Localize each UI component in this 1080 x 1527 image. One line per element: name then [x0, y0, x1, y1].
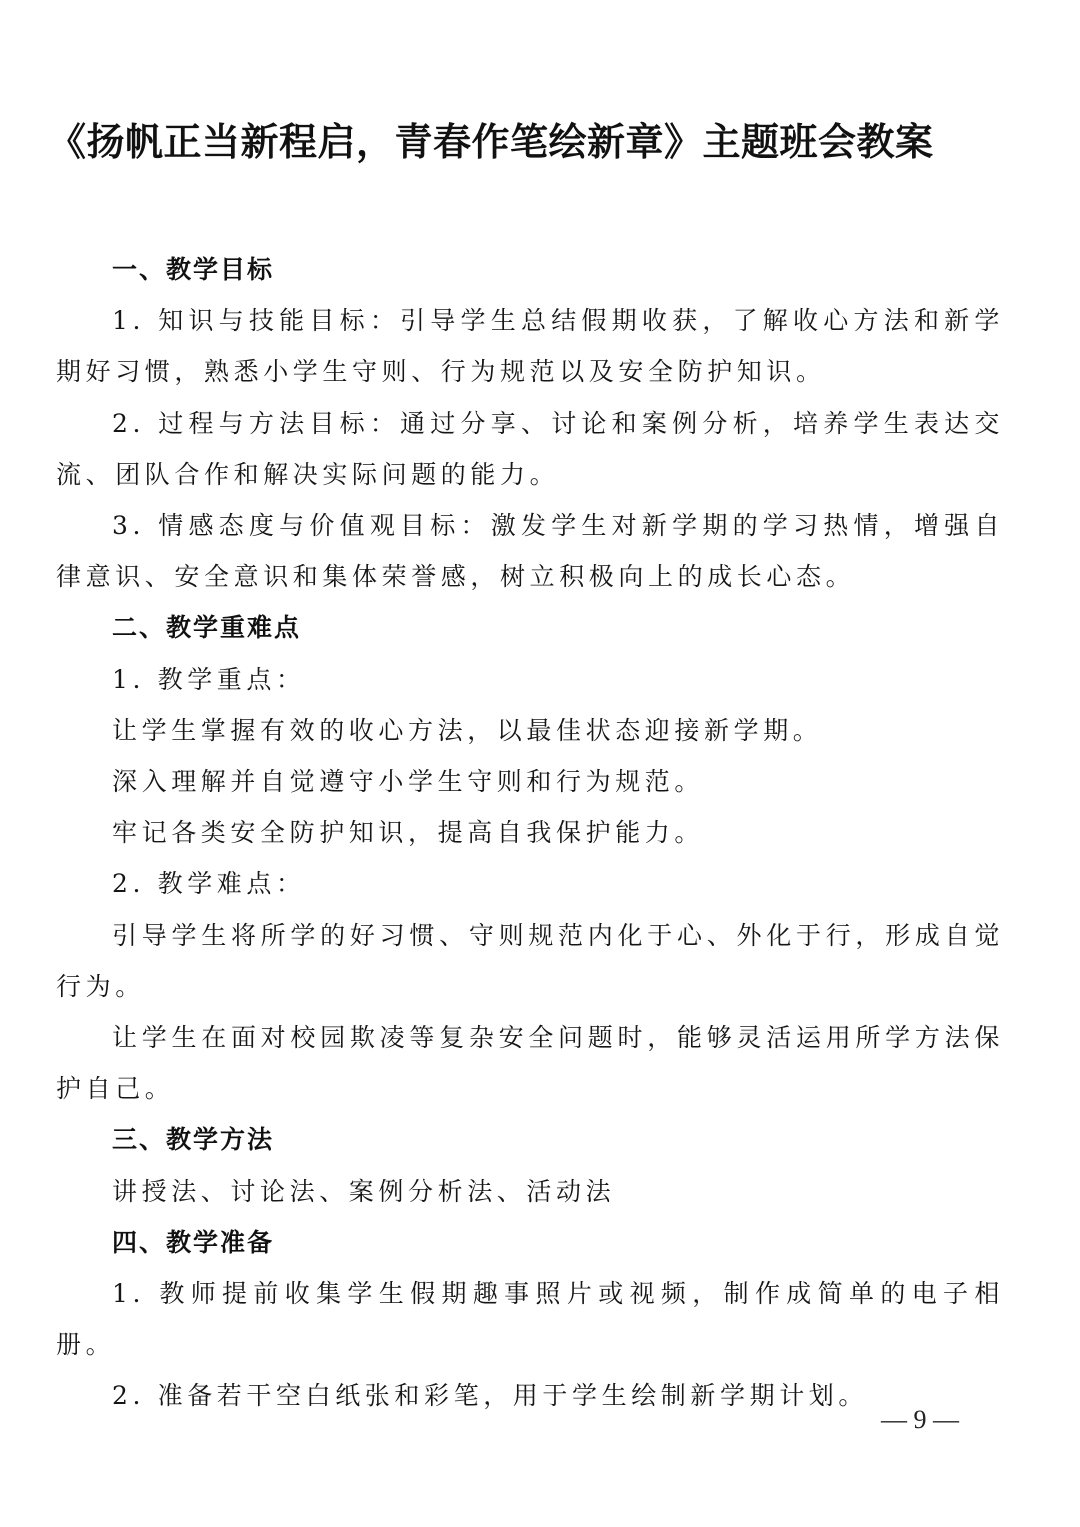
paragraph: 让学生掌握有效的收心方法，以最佳状态迎接新学期。: [112, 715, 823, 745]
paragraph: 牢记各类安全防护知识，提高自我保护能力。: [112, 818, 705, 848]
paragraph: 1. 教学重点：: [112, 664, 306, 694]
section-heading: 四、教学准备: [112, 1227, 275, 1257]
section-heading: 三、教学方法: [112, 1125, 275, 1155]
paragraph: 2. 准备若干空白纸张和彩笔，用于学生绘制新学期计划。: [112, 1381, 869, 1411]
paragraph: 引导学生将所学的好习惯、守则规范内化于心、外化于行，形成自觉行为。: [56, 920, 1004, 1001]
page-number: — 9 —: [881, 1405, 959, 1434]
paragraph: 让学生在面对校园欺凌等复杂安全问题时，能够灵活运用所学方法保护自己。: [56, 1023, 1004, 1104]
section-teaching-methods: [56, 1114, 1004, 1216]
section-heading: 二、教学重难点: [112, 613, 302, 643]
paragraph: 2. 过程与方法目标：通过分享、讨论和案例分析，培养学生表达交流、团队合作和解决实际问题的能力。: [56, 408, 1004, 489]
section-teaching-preparation: [56, 1217, 1004, 1422]
document-body: [56, 244, 1004, 1422]
paragraph: 深入理解并自觉遵守小学生守则和行为规范。: [112, 767, 705, 797]
paragraph: 2. 教学难点：: [112, 869, 306, 899]
paragraph: 1. 知识与技能目标：引导学生总结假期收获，了解收心方法和新学期好习惯，熟悉小学生守则、行为规范以及安全防护知识。: [56, 306, 1004, 387]
section-teaching-objectives: [56, 244, 1004, 602]
section-key-difficult-points: [56, 602, 1004, 1114]
paragraph: 3. 情感态度与价值观目标：激发学生对新学期的学习热情，增强自律意识、安全意识和集体荣誉感，树立积极向上的成长心态。: [56, 511, 1004, 592]
document-title: 《扬帆正当新程启，青春作笔绘新章》主题班会教案: [48, 120, 934, 164]
paragraph: 1. 教师提前收集学生假期趣事照片或视频，制作成简单的电子相册。: [56, 1279, 1004, 1360]
paragraph: 讲授法、讨论法、案例分析法、活动法: [112, 1176, 616, 1206]
section-heading: 一、教学目标: [112, 255, 275, 284]
